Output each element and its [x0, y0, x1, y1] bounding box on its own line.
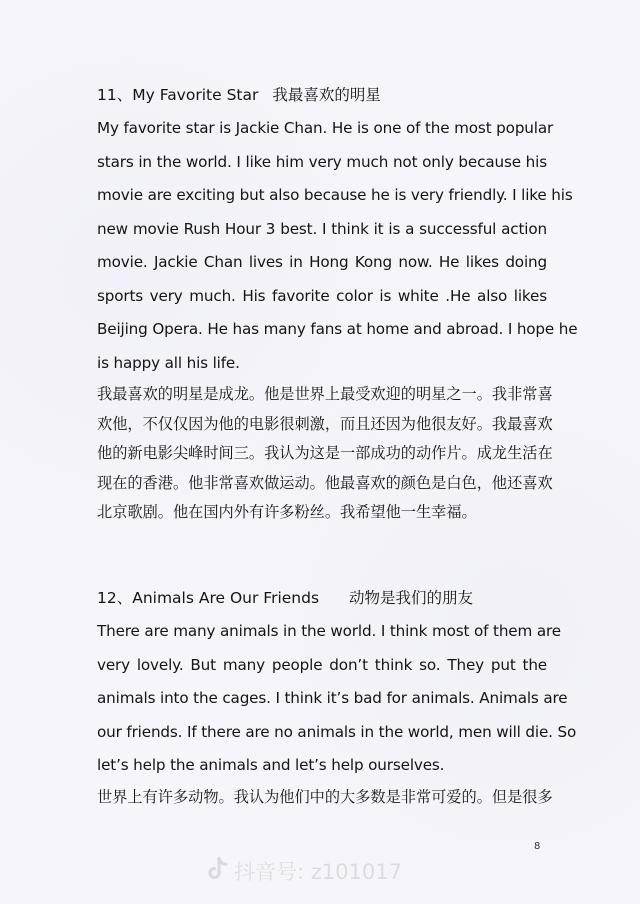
section-12-english-text: [97, 615, 577, 783]
page-number: 8: [534, 841, 541, 852]
text-line: 北京歌剧。他在国内外有许多粉丝。我希望他一生幸福。: [97, 503, 477, 521]
section-11-title-en: 11、My Favorite Star: [97, 86, 259, 104]
text-line: 现在的香港。他非常喜欢做运动。他最喜欢的颜色是白色，他还喜欢: [97, 473, 553, 492]
text-line: 我最喜欢的明星是成龙。他是世界上最受欢迎的明星之一。我非常喜: [97, 385, 553, 403]
text-line: 他的新电影尖峰时间三。我认为这是一部成功的动作片。成龙生活在: [97, 444, 553, 462]
text-line: movie. Jackie Chan lives in Hong Kong now. He likes doing: [97, 253, 547, 271]
section-11: [97, 86, 578, 528]
text-line: let’s help the animals and let’s help ourselves.: [97, 756, 445, 774]
text-line: movie are exciting but also because he is very friendly. I like his: [97, 186, 573, 204]
section-12-heading: [97, 589, 547, 607]
text-line: 世界上有许多动物。我认为他们中的大多数是非常可爱的。但是很多: [97, 787, 553, 806]
section-12: [97, 589, 577, 812]
text-line: My favorite star is Jackie Chan. He is one of the most popular: [97, 119, 554, 137]
text-line: 欢他，不仅仅因为他的电影很刺激，而且还因为他很友好。我最喜欢: [97, 414, 553, 433]
text-line: our friends. If there are no animals in the world, men will die. So: [97, 722, 577, 741]
section-11-english-text: [97, 112, 578, 380]
section-11-title-zh: 我最喜欢的明星: [272, 86, 381, 104]
watermark: [208, 856, 402, 886]
text-line: sports very much. His favorite color is white .He also likes: [97, 286, 547, 305]
section-12-title-zh: 动物是我们的朋友: [349, 589, 474, 607]
text-line: very lovely. But many people don’t think so. They put the: [97, 655, 547, 674]
section-12-title-en: 12、Animals Are Our Friends: [97, 589, 320, 607]
text-line: is happy all his life.: [97, 353, 240, 372]
text-line: new movie Rush Hour 3 best. I think it is a successful action: [97, 219, 547, 238]
watermark-text: 抖音号: z101017: [234, 860, 402, 884]
text-line: There are many animals in the world. I think most of them are: [97, 622, 561, 640]
douyin-logo-icon: [208, 857, 234, 886]
section-11-chinese-text: [97, 380, 553, 528]
text-line: stars in the world. I like him very much not only because his: [97, 152, 547, 171]
text-line: animals into the cages. I think it’s bad for animals. Animals are: [97, 689, 568, 707]
section-12-chinese-text: [97, 783, 553, 813]
text-line: Beijing Opera. He has many fans at home and abroad. I hope he: [97, 320, 578, 338]
section-11-heading: [97, 86, 547, 104]
